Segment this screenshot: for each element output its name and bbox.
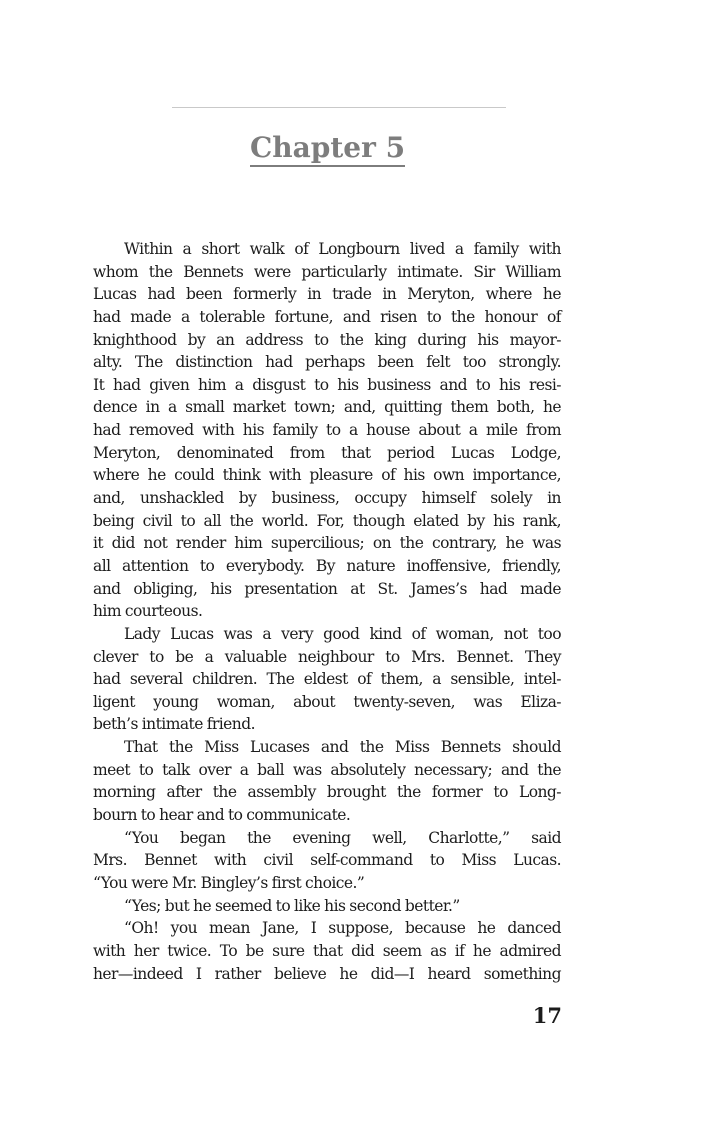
text-line: with her twice. To be sure that did seem as if he admired — [93, 941, 561, 960]
text-line: and obliging, his presentation at St. James’s had made — [93, 579, 561, 598]
text-line: meet to talk over a ball was absolutely necessary; and the — [93, 760, 561, 779]
text-line: alty. The distinction had perhaps been felt too strongly. — [93, 353, 561, 372]
text-line: “You began the evening well, Charlotte,” said — [124, 828, 561, 847]
text-line: it did not render him supercilious; on the contrary, he was — [93, 534, 561, 553]
header-rule — [172, 107, 506, 108]
text-line: and, unshackled by business, occupy himself solely in — [93, 489, 561, 508]
text-line: dence in a small market town; and, quitting them both, he — [93, 398, 561, 417]
text-line: knighthood by an address to the king during his mayor- — [93, 330, 561, 349]
page-number: 17 — [532, 1003, 562, 1028]
text-line: where he could think with pleasure of his own importance, — [93, 466, 561, 485]
body-text — [93, 238, 561, 985]
text-line: had several children. The eldest of them, a sensible, intel- — [93, 670, 561, 689]
text-line: clever to be a valuable neighbour to Mrs. Bennet. They — [93, 647, 561, 666]
text-line: “Yes; but he seemed to like his second better.” — [124, 896, 460, 915]
text-line: him courteous. — [93, 602, 203, 621]
text-line: Meryton, denominated from that period Lucas Lodge, — [93, 443, 561, 462]
text-line: being civil to all the world. For, though elated by his rank, — [93, 511, 561, 530]
text-line: all attention to everybody. By nature inoffensive, friendly, — [93, 556, 561, 575]
text-line: morning after the assembly brought the former to Long- — [93, 783, 561, 802]
text-line: had made a tolerable fortune, and risen to the honour of — [93, 307, 561, 326]
chapter-title — [0, 128, 655, 168]
text-line: whom the Bennets were particularly intimate. Sir William — [93, 262, 561, 281]
text-line: her—indeed I rather believe he did—I heard something — [93, 964, 561, 983]
text-line: Within a short walk of Longbourn lived a family with — [124, 240, 561, 258]
text-line: “You were Mr. Bingley’s first choice.” — [93, 873, 365, 892]
text-line: Lady Lucas was a very good kind of woman, not too — [124, 624, 561, 643]
text-line: beth’s intimate friend. — [93, 715, 255, 734]
text-line: Mrs. Bennet with civil self-command to Miss Lucas. — [93, 851, 561, 870]
text-line: had removed with his family to a house about a mile from — [93, 421, 561, 440]
chapter-title-text: Chapter 5 — [250, 131, 405, 167]
text-line: “Oh! you mean Jane, I suppose, because he danced — [124, 919, 561, 938]
text-line: It had given him a disgust to his business and to his resi- — [93, 375, 561, 394]
text-line: ligent young woman, about twenty-seven, was Eliza- — [93, 692, 561, 711]
text-line: bourn to hear and to communicate. — [93, 806, 351, 825]
text-line: That the Miss Lucases and the Miss Bennets should — [124, 738, 561, 757]
text-line: Lucas had been formerly in trade in Meryton, where he — [93, 285, 561, 304]
